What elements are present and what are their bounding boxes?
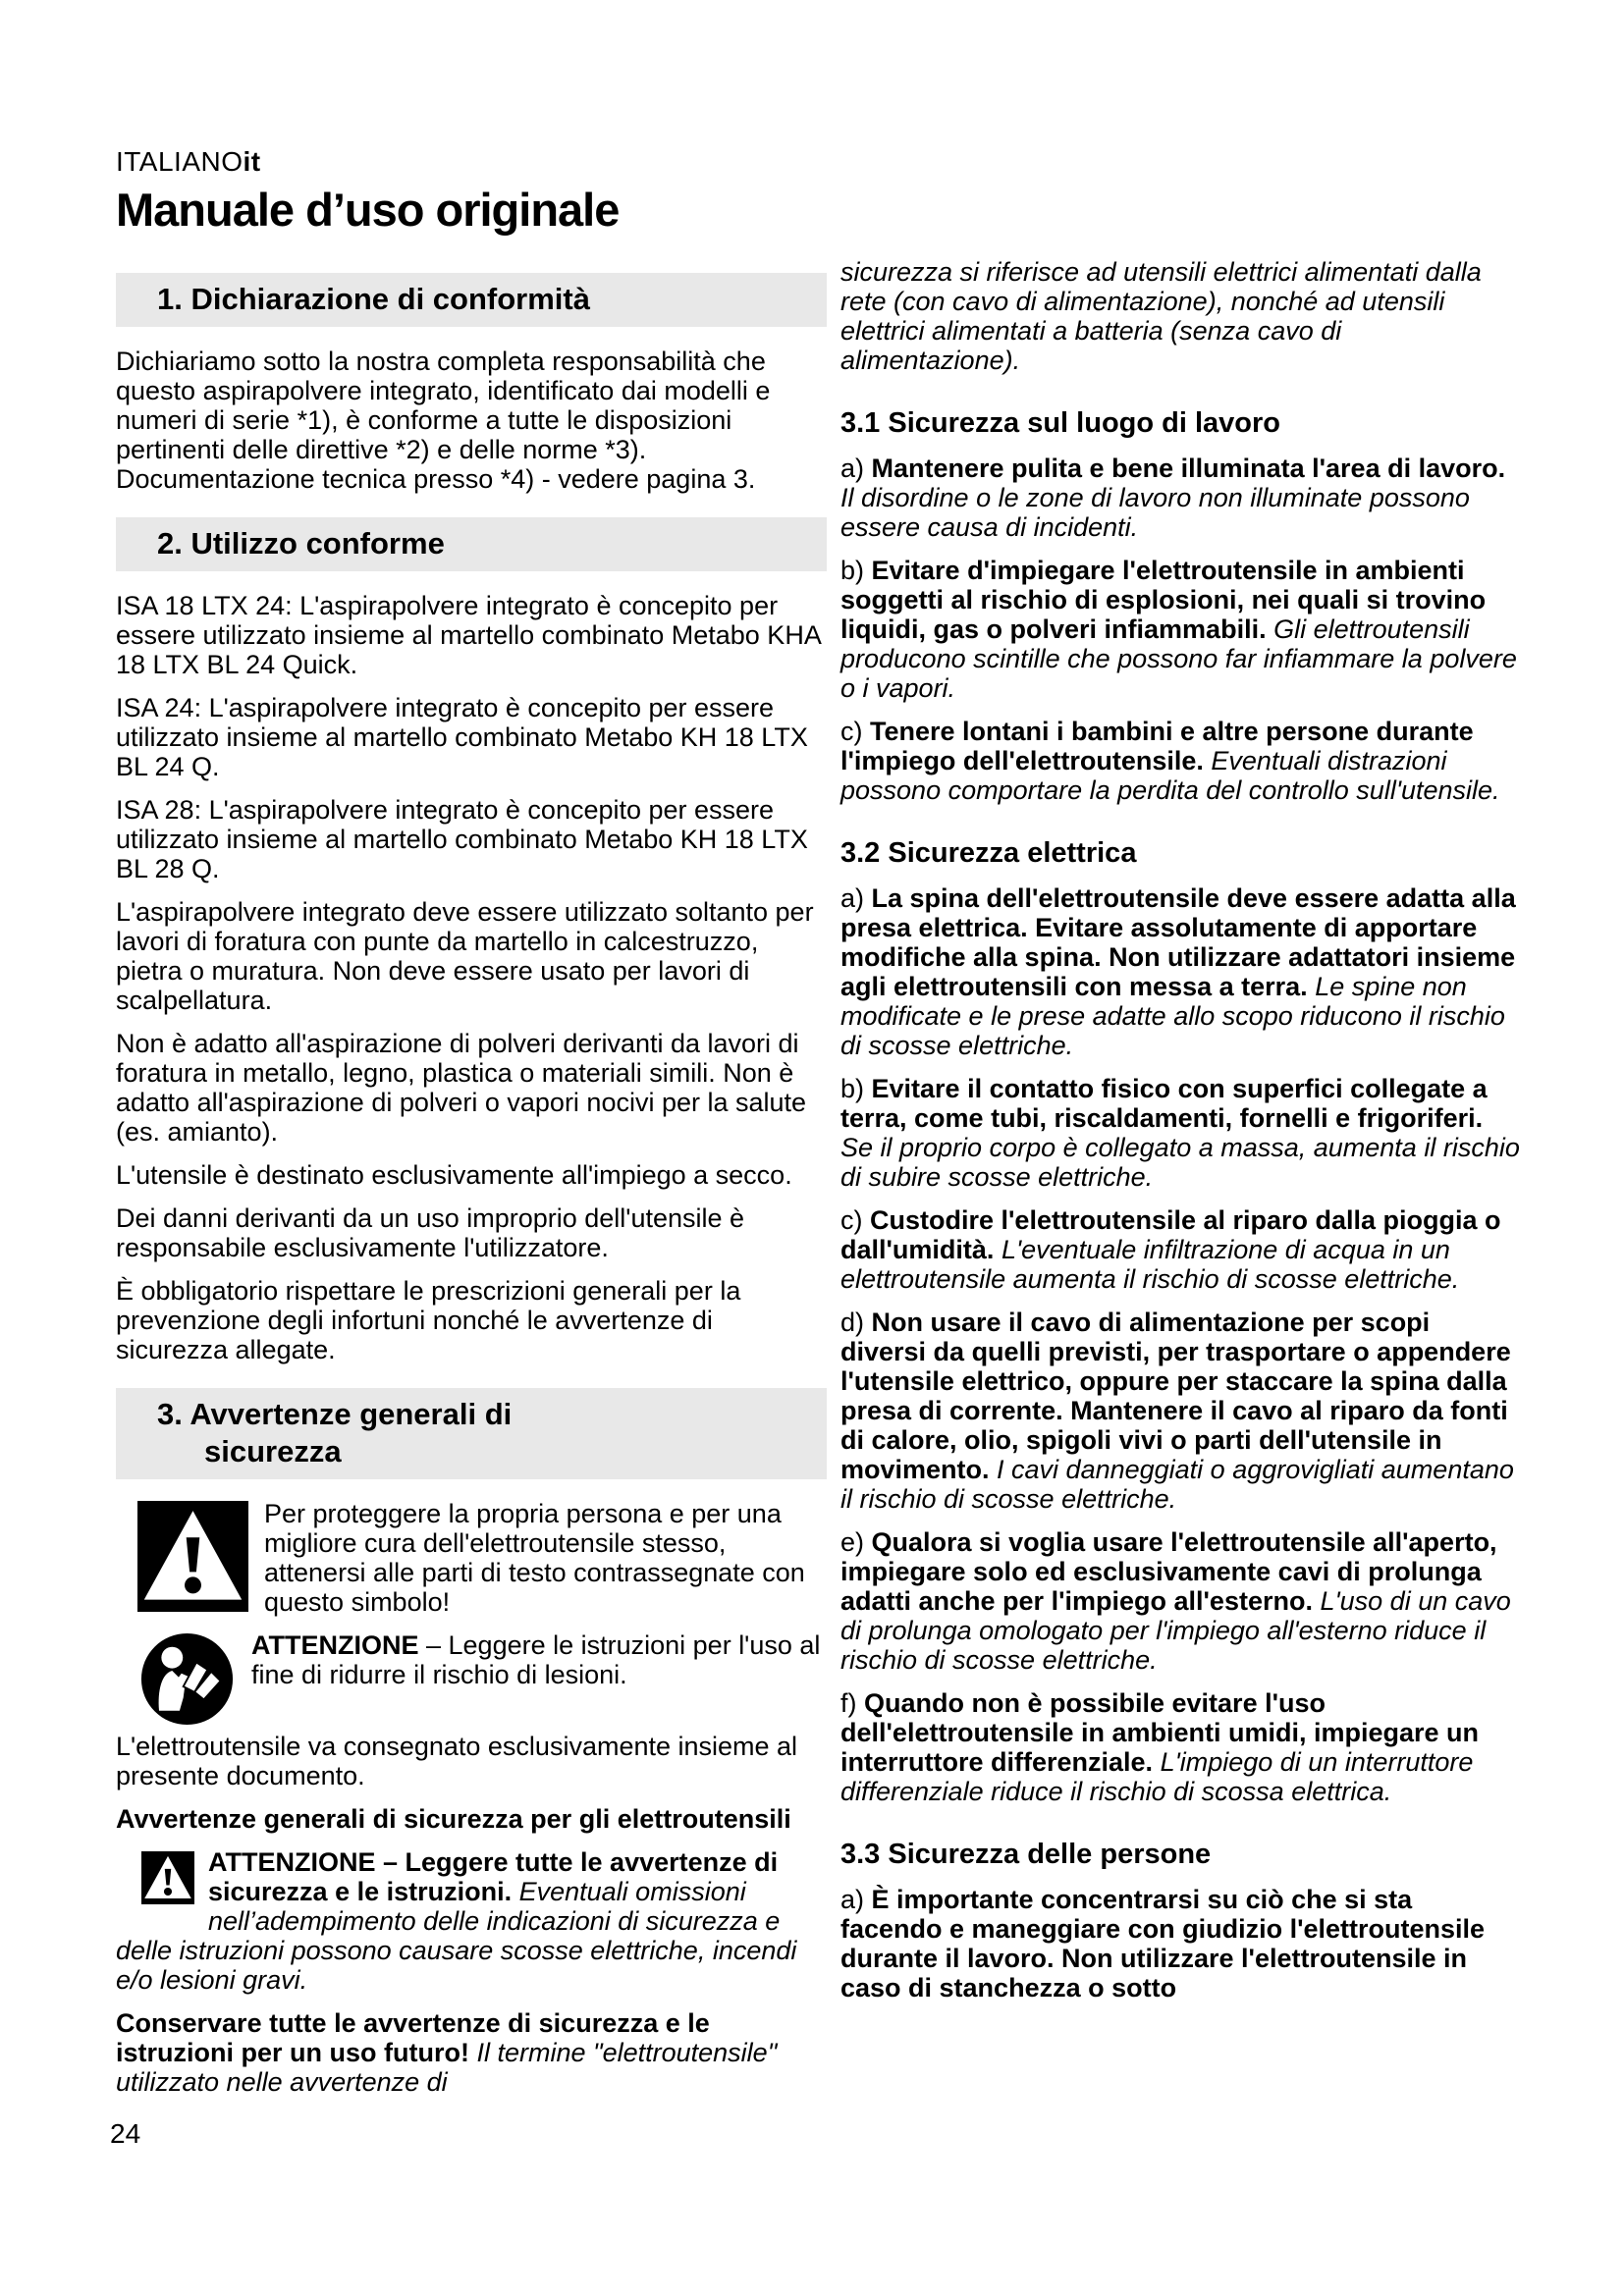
section-heading-text: 2. Utilizzo conforme	[157, 526, 445, 561]
text-run: Le spine non modificate e le prese adatte allo scopo riducono il rischio di scosse elettriche.	[840, 972, 1505, 1060]
text-run: ATTENZIONE – Leggere tutte le avvertenze di sicurezza e le istruzioni.	[208, 1847, 779, 1906]
text-run: Evitare il contatto fisico con superfici collegate a terra, come tubi, riscaldamenti, fornelli e frigoriferi.	[840, 1074, 1488, 1133]
text-run: Custodire l'elettroutensile al riparo dalla pioggia o dall'umidità.	[840, 1205, 1501, 1264]
paragraph-keep-warnings	[116, 2008, 827, 2097]
section-heading-line2: sicurezza	[204, 1434, 342, 1468]
text-run: L'eventuale infiltrazione di acqua in un elettroutensile aumenta il rischio di scosse elettriche.	[840, 1235, 1460, 1294]
paragraph-isa-24: ISA 24: L'aspirapolvere integrato è concepito per essere utilizzato insieme al martello combinato Metabo KH 18 LTX BL 24 Q.	[116, 693, 808, 781]
paragraph-32b	[840, 1074, 1520, 1192]
read-manual-icon	[140, 1632, 234, 1726]
page-number: 24	[110, 2118, 141, 2149]
language-label	[116, 145, 827, 179]
warning-symbol-note	[116, 1499, 827, 1617]
text-run: La spina dell'elettroutensile deve essere adatta alla presa elettrica. Evitare assolutamente di apportare modifiche alla spina. Non utilizzare adattatori insieme agli elettroutensili con messa a terra.	[840, 883, 1516, 1001]
text-run: È importante concentrarsi su ciò che si sta facendo e maneggiare con giudizio l'elettroutensile durante il lavoro. Non utilizzare l'elettroutensile in caso di stanchezza o sotto	[840, 1885, 1486, 2002]
paragraph-32d	[840, 1308, 1520, 1514]
paragraph-32e	[840, 1527, 1520, 1675]
paragraph-term-continuation: sicurezza si riferisce ad utensili elettrici alimentati dalla rete (con cavo di alimentazione), nonché ad utensili elettrici alimentati a batteria (senza cavo di alimentazione).	[840, 257, 1482, 375]
paragraph-dry-use: L'utensile è destinato esclusivamente all'impiego a secco.	[116, 1160, 792, 1190]
paragraph-hand-over: L'elettroutensile va consegnato esclusivamente insieme al presente documento.	[116, 1732, 798, 1790]
text-run: Gli elettroutensili producono scintille che possono far infiammare la polvere o i vapori.	[840, 614, 1517, 703]
paragraph-not-suitable: Non è adatto all'aspirazione di polveri derivanti da lavori di foratura in metallo, legno, plastica o materiali simili. Non è adatto all'aspirazione di polveri o vapori nocivi per la salute (es. amianto).	[116, 1029, 807, 1147]
text-run: L'impiego di un interruttore differenziale riduce il rischio di scossa elettrica.	[840, 1747, 1474, 1806]
text-run: Evitare d'impiegare l'elettroutensile in ambienti soggetti al rischio di esplosioni, nei quali si trovino liquidi, gas o polveri infiammabili.	[840, 556, 1487, 644]
section-heading-conformity	[116, 273, 827, 327]
page-title: Manuale d’uso originale	[116, 184, 620, 236]
section-heading-text: 1. Dichiarazione di conformità	[157, 282, 590, 316]
section-heading-intended-use	[116, 517, 827, 571]
text-run: L'uso di un cavo di prolunga omologato per l'impiego all'esterno riduce il rischio di scosse elettriche.	[840, 1586, 1511, 1675]
paragraph-declaration: Dichiariamo sotto la nostra completa responsabilità che questo aspirapolvere integrato, identificato dai modelli e numeri di serie *1), è conforme a tutte le disposizioni pertinenti delle direttive *2) e delle norme *3). Documentazione tecnica presso *4) - vedere pagina 3.	[116, 347, 771, 494]
text-run: Tenere lontani i bambini e altre persone durante l'impiego dell'elettroutensile.	[840, 717, 1474, 775]
text-run: I cavi danneggiati o aggrovigliati aumentano il rischio di scosse elettriche.	[840, 1455, 1514, 1514]
section-heading-safety-warnings	[116, 1388, 827, 1479]
warning-triangle-icon	[137, 1501, 248, 1612]
language-label-regular: ITALIANO	[116, 146, 244, 177]
left-column	[116, 145, 827, 2110]
text-run: Eventuali distrazioni possono comportare la perdita del controllo sull'utensile.	[840, 746, 1500, 805]
text-run: a)	[840, 1885, 872, 1914]
language-label-code: it	[243, 146, 261, 177]
paragraph-31c	[840, 717, 1520, 805]
text-run: Quando non è possibile evitare l'uso dell'elettroutensile in ambienti umidi, impiegare un interruttore differenziale.	[840, 1688, 1480, 1777]
text-run: c)	[840, 717, 870, 746]
text-run: Non usare il cavo di alimentazione per scopi diversi da quelli previsti, per trasportare o appendere l'utensile elettrico, oppure per staccare la spina dalla presa di corrente. Mantenere il cavo al riparo da fonti di calore, olio, spigoli vivi o parti dell'utensile in movimento.	[840, 1308, 1511, 1484]
text-run: Qualora si voglia usare l'elettroutensile all'aperto, impiegare solo ed esclusivamente cavi di prolunga adatti anche per l'impiego all'esterno.	[840, 1527, 1497, 1616]
text-run: – Leggere le istruzioni per l'uso al fine di ridurre il rischio di lesioni.	[251, 1630, 821, 1689]
paragraph-32c	[840, 1205, 1520, 1294]
text-run: b)	[840, 556, 872, 585]
subheading-electrical-safety: 3.2 Sicurezza elettrica	[840, 837, 1137, 869]
subheading-personal-safety: 3.3 Sicurezza delle persone	[840, 1839, 1212, 1870]
subheading-general-warnings: Avvertenze generali di sicurezza per gli elettroutensili	[116, 1804, 791, 1834]
text-run: Conservare tutte le avvertenze di sicurezza e le istruzioni per un uso futuro!	[116, 2008, 710, 2067]
text-run: Mantenere pulita e bene illuminata l'area di lavoro.	[871, 454, 1506, 483]
paragraph-regulations: È obbligatorio rispettare le prescrizioni generali per la prevenzione degli infortuni nonché le avvertenze di sicurezza allegate.	[116, 1276, 741, 1364]
paragraph-isa-28: ISA 28: L'aspirapolvere integrato è concepito per essere utilizzato insieme al martello combinato Metabo KH 18 LTX BL 28 Q.	[116, 795, 808, 883]
section-heading-line1: 3. Avvertenze generali di	[157, 1397, 513, 1431]
warning-note-text: Per proteggere la propria persona e per una migliore cura dell'elettroutensile stesso, attenersi alle parti di testo contrassegnate con questo simbolo!	[264, 1499, 805, 1617]
text-run: d)	[840, 1308, 872, 1337]
text-run: ATTENZIONE	[251, 1630, 419, 1660]
attention-read-all-warnings	[116, 1847, 827, 1995]
text-run: c)	[840, 1205, 870, 1235]
attention-all-text	[116, 1847, 796, 1995]
text-run: e)	[840, 1527, 872, 1557]
warning-triangle-icon-small	[141, 1851, 194, 1904]
text-run: Se il proprio corpo è collegato a massa, aumenta il rischio di subire scosse elettriche.	[840, 1133, 1520, 1192]
paragraph-liability: Dei danni derivanti da un uso improprio dell'utensile è responsabile esclusivamente l'utilizzatore.	[116, 1203, 745, 1262]
paragraph-33a	[840, 1885, 1520, 2002]
subheading-workplace-safety: 3.1 Sicurezza sul luogo di lavoro	[840, 407, 1280, 439]
text-run: a)	[840, 454, 872, 483]
text-run: f)	[840, 1688, 864, 1718]
right-column	[840, 257, 1520, 2016]
attention-read-text	[251, 1630, 820, 1689]
paragraph-isa-18-ltx-24: ISA 18 LTX 24: L'aspirapolvere integrato è concepito per essere utilizzato insieme al martello combinato Metabo KHA 18 LTX BL 24 Quick.	[116, 591, 821, 679]
text-run: Eventuali omissioni nell’adempimento delle indicazioni di sicurezza e delle istruzioni possono causare scosse elettriche, incendi e/o lesioni gravi.	[116, 1877, 797, 1995]
text-run: Il disordine o le zone di lavoro non illuminate possono essere causa di incidenti.	[840, 483, 1470, 542]
paragraph-31b	[840, 556, 1520, 703]
paragraph-32f	[840, 1688, 1520, 1806]
attention-read-instructions	[116, 1630, 827, 1689]
paragraph-drilling-use: L'aspirapolvere integrato deve essere utilizzato soltanto per lavori di foratura con punte da martello in calcestruzzo, pietra o muratura. Non deve essere usato per lavori di scalpellatura.	[116, 897, 814, 1015]
text-run: b)	[840, 1074, 872, 1103]
text-run: a)	[840, 883, 872, 913]
paragraph-32a	[840, 883, 1520, 1060]
paragraph-31a	[840, 454, 1520, 542]
text-run: Il termine "elettroutensile" utilizzato nelle avvertenze di	[116, 2038, 778, 2097]
